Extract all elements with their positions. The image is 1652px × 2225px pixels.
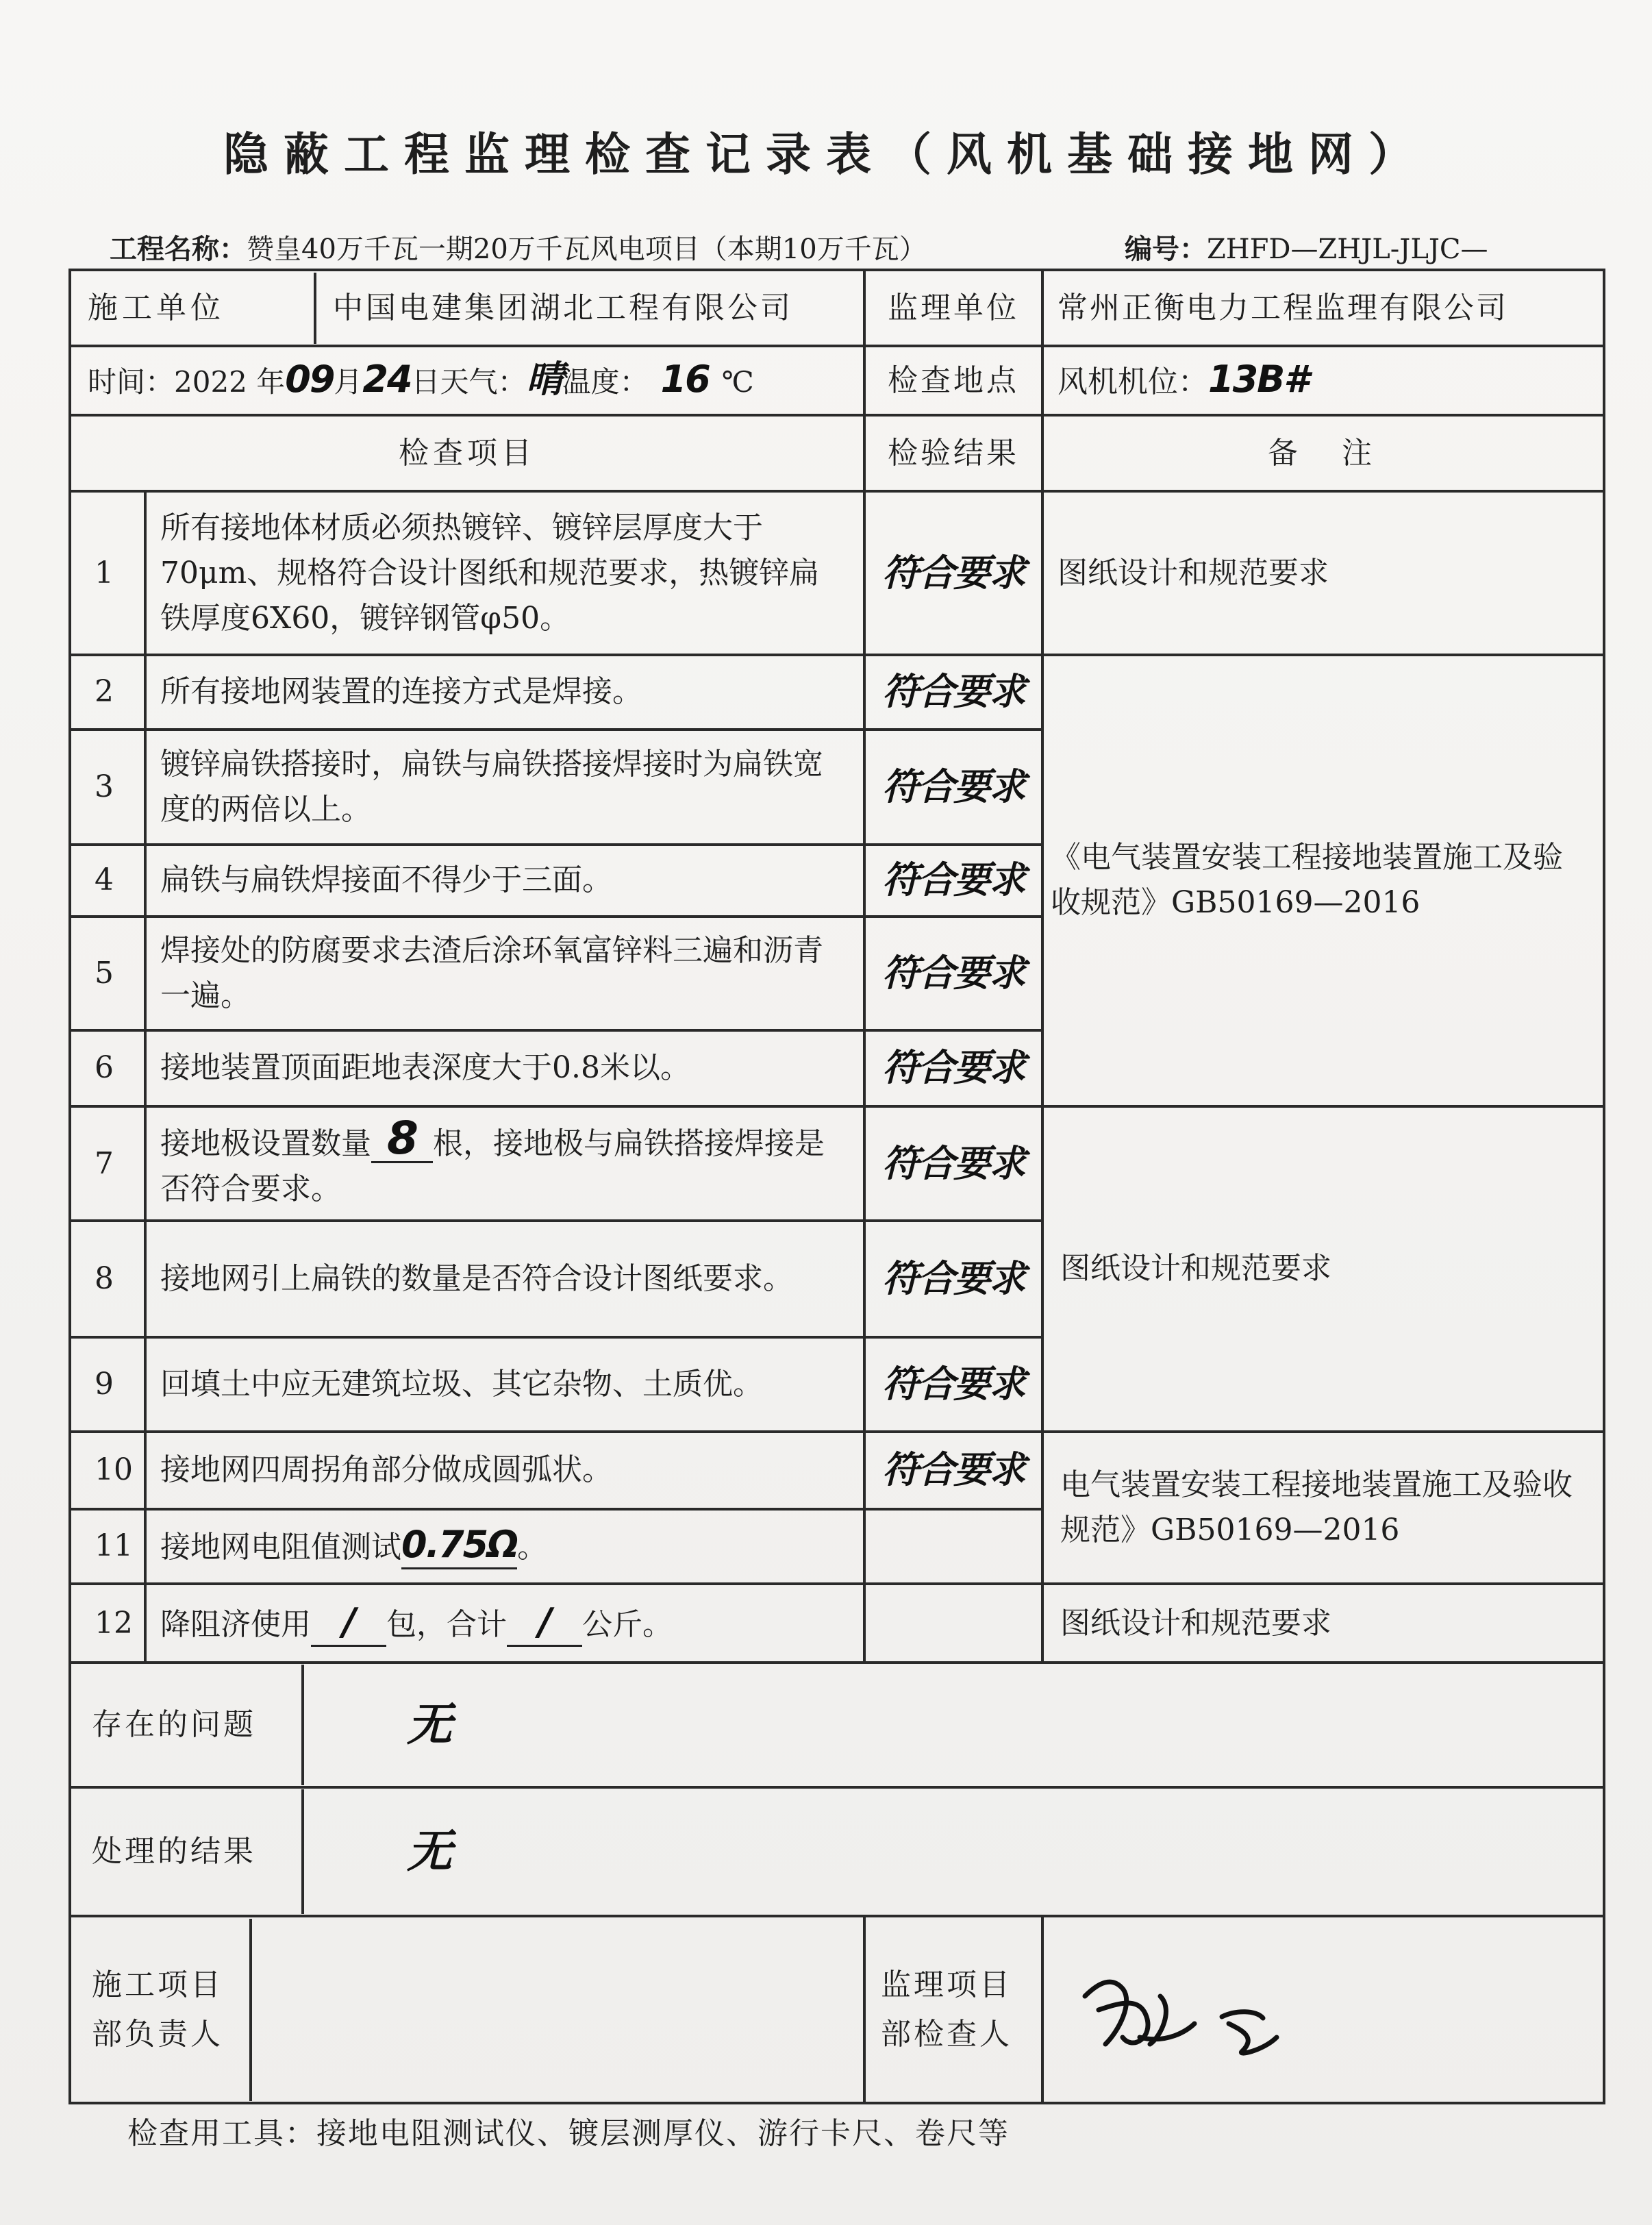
code-label: 编号： <box>1125 233 1207 265</box>
item-result: 符合要求 <box>864 1106 1042 1221</box>
signature-image <box>1057 1955 1304 2065</box>
item-result: 符合要求 <box>864 1337 1042 1431</box>
project-name: 赞皇40万千瓦一期20万千瓦风电项目（本期10万千瓦） <box>247 234 927 265</box>
tools-footer: 检查用工具：接地电阻测试仪、镀层测厚仪、游行卡尺、卷尺等 <box>127 2116 1010 2151</box>
handling-value: 无 <box>407 1825 451 1878</box>
column-header-row <box>70 415 1604 491</box>
time-cell <box>70 346 864 415</box>
item-text <box>145 1106 864 1221</box>
project-name-line <box>110 227 927 266</box>
temp-value: 16 <box>660 357 710 401</box>
location-value: 13B# <box>1208 357 1308 401</box>
item-text: 扁铁与扁铁焊接面不得少于三面。 <box>145 845 864 917</box>
item-fill-value: / <box>311 1600 386 1647</box>
temp-unit: ℃ <box>721 364 754 399</box>
table-row <box>70 491 1604 654</box>
item-text: 接地网四周拐角部分做成圆弧状。 <box>145 1432 864 1509</box>
problems-value: 无 <box>407 1698 451 1752</box>
project-label: 工程名称： <box>110 233 247 265</box>
table-row <box>70 655 1604 730</box>
item-text-part: 接地极设置数量 <box>160 1126 371 1161</box>
item-text: 所有接地网装置的连接方式是焊接。 <box>145 655 864 730</box>
signature-row <box>70 1916 1604 2103</box>
page-title: 隐蔽工程监理检查记录表（风机基础接地网） <box>223 127 1429 181</box>
item-result: 符合要求 <box>864 655 1042 730</box>
contractor-label: 施工单位 <box>71 273 316 344</box>
supervisor-signature <box>1042 1916 1604 2103</box>
item-result <box>864 1584 1042 1663</box>
item-result: 符合要求 <box>864 917 1042 1030</box>
location-cell <box>1042 346 1604 415</box>
item-text-part: 公斤。 <box>582 1606 673 1642</box>
time-month-unit: 月 <box>334 364 363 399</box>
item-text-part: 降阻济使用 <box>160 1606 311 1642</box>
col-result-header: 检验结果 <box>864 415 1042 491</box>
item-text-part: 包，合计 <box>386 1606 507 1642</box>
item-number: 2 <box>70 655 145 730</box>
item-number: 12 <box>70 1584 145 1663</box>
col-remark-header: 备 注 <box>1042 415 1604 491</box>
item-text: 回填土中应无建筑垃圾、其它杂物、土质优。 <box>145 1337 864 1431</box>
item-text-part: 接地网电阻值测试 <box>160 1530 401 1565</box>
item-number: 9 <box>70 1337 145 1431</box>
unit-row <box>70 270 1604 346</box>
contractor-cell <box>70 270 864 346</box>
location-label: 检查地点 <box>864 346 1042 415</box>
handling-row <box>70 1787 1604 1916</box>
item-number: 11 <box>70 1509 145 1584</box>
time-day-unit: 日天气： <box>411 364 527 399</box>
item-result <box>864 1509 1042 1584</box>
item-text <box>145 1509 864 1584</box>
problems-label: 存在的问题 <box>71 1665 304 1785</box>
code-line <box>1125 227 1488 266</box>
item-text-part: 。 <box>517 1530 548 1565</box>
item-result: 符合要求 <box>864 1221 1042 1337</box>
item-result: 符合要求 <box>864 491 1042 654</box>
remark-1: 图纸设计和规范要求 <box>1042 491 1604 654</box>
item-result: 符合要求 <box>864 845 1042 917</box>
time-month: 09 <box>285 357 334 401</box>
item-number: 10 <box>70 1432 145 1509</box>
item-result: 符合要求 <box>864 730 1042 845</box>
item-number: 6 <box>70 1030 145 1106</box>
time-prefix: 时间：2022 年 <box>88 364 286 399</box>
item-number: 7 <box>70 1106 145 1221</box>
problems-row <box>70 1663 1604 1787</box>
code-value: ZHFD—ZHJL-JLJC— <box>1207 234 1488 265</box>
item-text-part: 根，接地极与扁铁搭接焊接是否符合要求。 <box>160 1126 825 1206</box>
item-result: 符合要求 <box>864 1030 1042 1106</box>
remark-5: 图纸设计和规范要求 <box>1042 1584 1604 1663</box>
item-fill-value: 0.75Ω <box>401 1522 517 1569</box>
contractor-value: 中国电建集团湖北工程有限公司 <box>333 290 793 325</box>
item-fill-value: 8 <box>371 1116 433 1163</box>
remark-4: 电气装置安装工程接地装置施工及验收规范》GB50169—2016 <box>1042 1432 1604 1584</box>
item-result: 符合要求 <box>864 1432 1042 1509</box>
time-row <box>70 346 1604 415</box>
temp-label: 温度： <box>562 364 649 399</box>
item-text <box>145 1584 864 1663</box>
item-text: 接地网引上扁铁的数量是否符合设计图纸要求。 <box>145 1221 864 1337</box>
table-row <box>70 1106 1604 1221</box>
contractor-person-label: 施工项目部负责人 <box>71 1919 252 2101</box>
item-number: 5 <box>70 917 145 1030</box>
item-number: 4 <box>70 845 145 917</box>
remark-2: 《电气装置安装工程接地装置施工及验收规范》GB50169—2016 <box>1042 655 1604 1106</box>
table-row <box>70 1432 1604 1509</box>
time-day: 24 <box>362 357 412 401</box>
item-number: 1 <box>70 491 145 654</box>
col-items-header: 检查项目 <box>70 415 864 491</box>
item-text: 所有接地体材质必须热镀锌、镀锌层厚度大于70μm、规格符合设计图纸和规范要求，热镀锌扁铁厚度6X60，镀锌钢管φ50。 <box>145 491 864 654</box>
handling-label: 处理的结果 <box>71 1789 304 1914</box>
supervisor-value: 常州正衡电力工程监理有限公司 <box>1042 270 1604 346</box>
supervisor-person-label: 监理项目部检查人 <box>864 1916 1042 2103</box>
item-number: 8 <box>70 1221 145 1337</box>
remark-3: 图纸设计和规范要求 <box>1042 1106 1604 1432</box>
item-text: 镀锌扁铁搭接时，扁铁与扁铁搭接焊接时为扁铁宽度的两倍以上。 <box>145 730 864 845</box>
item-fill-value-2: / <box>507 1600 582 1647</box>
inspection-table <box>68 269 1605 2104</box>
table-row <box>70 1584 1604 1663</box>
supervisor-label: 监理单位 <box>864 270 1042 346</box>
item-text: 接地装置顶面距地表深度大于0.8米以。 <box>145 1030 864 1106</box>
weather-value: 晴 <box>526 357 562 401</box>
item-number: 3 <box>70 730 145 845</box>
item-text: 焊接处的防腐要求去渣后涂环氧富锌料三遍和沥青一遍。 <box>145 917 864 1030</box>
location-prefix: 风机机位： <box>1057 364 1208 399</box>
